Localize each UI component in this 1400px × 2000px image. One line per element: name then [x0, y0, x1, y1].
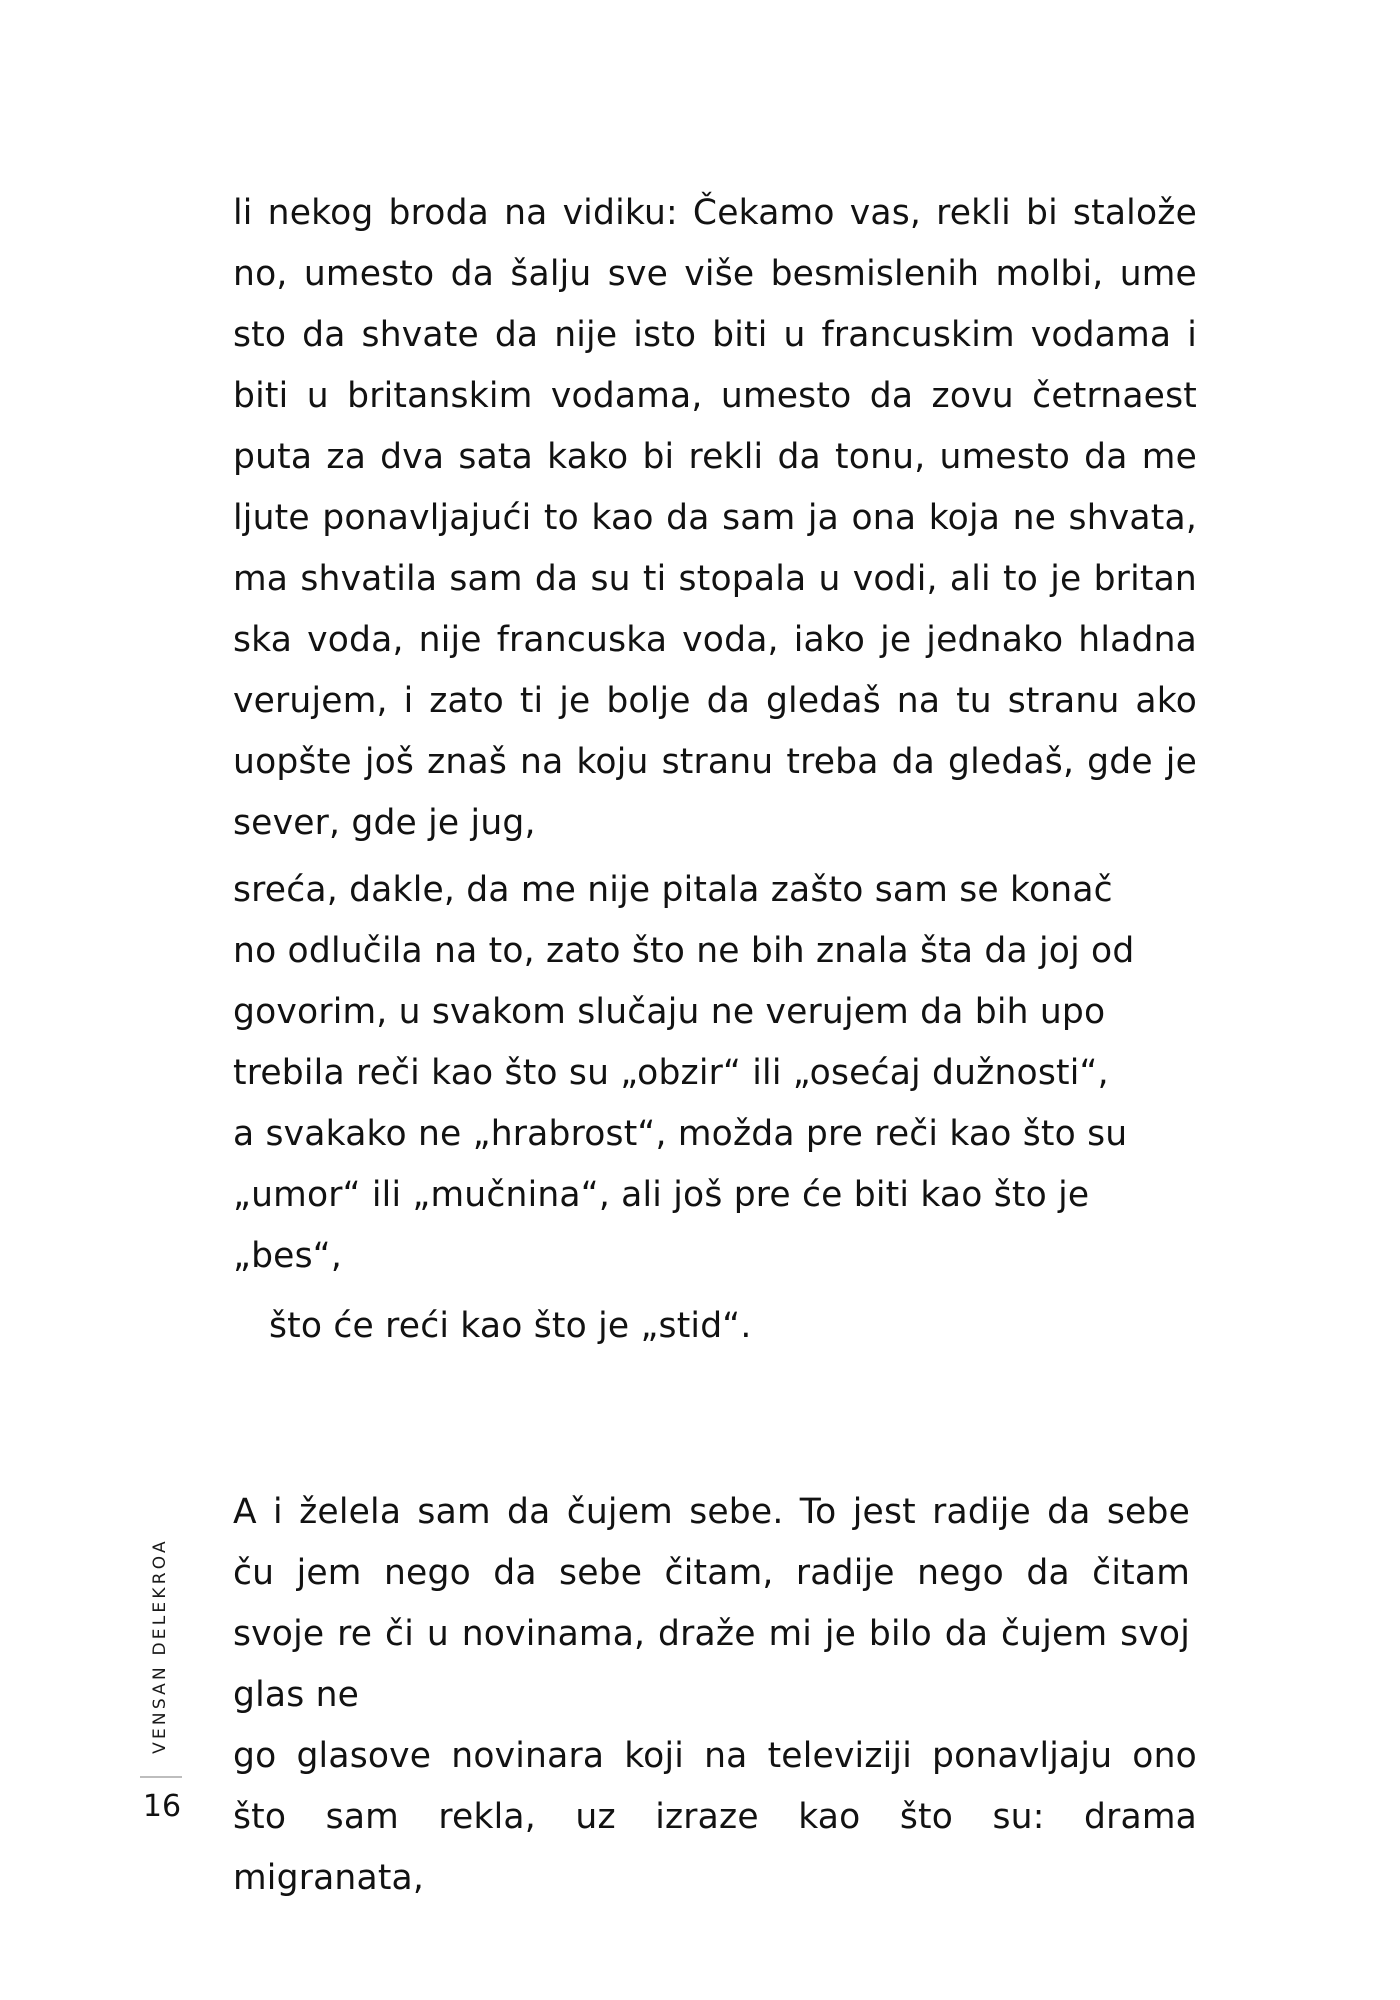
text-line: što sam rekla, uz izraze kao što su: drama — [233, 1797, 1197, 1837]
text-line: ču jem nego da sebe čitam, radije nego da čitam — [233, 1553, 1190, 1593]
text-line: što će reći kao što je „stid“. — [269, 1306, 752, 1346]
paragraph-3 — [233, 1482, 1190, 1665]
paragraph-2 — [233, 860, 1197, 1287]
text-line: trebila reči kao što su „obzir“ ili „osećaj dužnosti“, — [233, 1053, 1109, 1093]
text-line: sever, gde je jug, — [233, 803, 536, 843]
folio-divider — [140, 1776, 182, 1778]
text-line: „umor“ ili „mučnina“, ali još pre će biti kao što je — [233, 1175, 1090, 1215]
text-line: glas ne — [233, 1675, 360, 1715]
text-line: no odlučila na to, zato što ne bih znala šta da joj od — [233, 931, 1135, 971]
text-line: puta za dva sata kako bi rekli da tonu, umesto da me — [233, 437, 1197, 477]
paragraph-3-continued — [233, 1726, 1197, 1909]
page-number: 16 — [142, 1789, 182, 1824]
text-line: go glasove novinara koji na televiziji ponavljaju ono — [233, 1736, 1197, 1776]
paragraph-2-closing-line — [269, 1296, 1169, 1357]
text-line: verujem, i zato ti je bolje da gledaš na tu stranu ako — [233, 681, 1197, 721]
text-line: govorim, u svakom slučaju ne verujem da bih upo — [233, 992, 1106, 1032]
text-line: sreća, dakle, da me nije pitala zašto sam se konač — [233, 870, 1113, 910]
text-line: no, umesto da šalju sve više besmislenih molbi, ume — [233, 254, 1197, 294]
text-line: ljute ponavljajući to kao da sam ja ona koja ne shvata, — [233, 498, 1197, 538]
text-line: sto da shvate da nije isto biti u francuskim vodama i — [233, 315, 1197, 355]
text-line: biti u britanskim vodama, umesto da zovu četrnaest — [233, 376, 1197, 416]
text-line: li nekog broda na vidiku: Čekamo vas, rekli bi stalože — [233, 193, 1197, 233]
text-line: „bes“, — [233, 1236, 343, 1276]
running-head-author: VENSAN DELEKROA — [150, 1538, 170, 1754]
text-line: migranata, — [233, 1858, 425, 1898]
text-line: svoje re či u novinama, draže mi je bilo da čujem svoj — [233, 1614, 1190, 1654]
text-line: A i želela sam da čujem sebe. To jest radije da sebe — [233, 1492, 1190, 1532]
text-line: a svakako ne „hrabrost“, možda pre reči kao što su — [233, 1114, 1128, 1154]
text-line: ma shvatila sam da su ti stopala u vodi, ali to je britan — [233, 559, 1197, 599]
overlapping-text-fragment — [233, 1665, 533, 1726]
text-line: uopšte još znaš na koju stranu treba da gledaš, gde je — [233, 742, 1197, 782]
text-line: ska voda, nije francuska voda, iako je jednako hladna — [233, 620, 1197, 660]
paragraph-1 — [233, 183, 1197, 854]
